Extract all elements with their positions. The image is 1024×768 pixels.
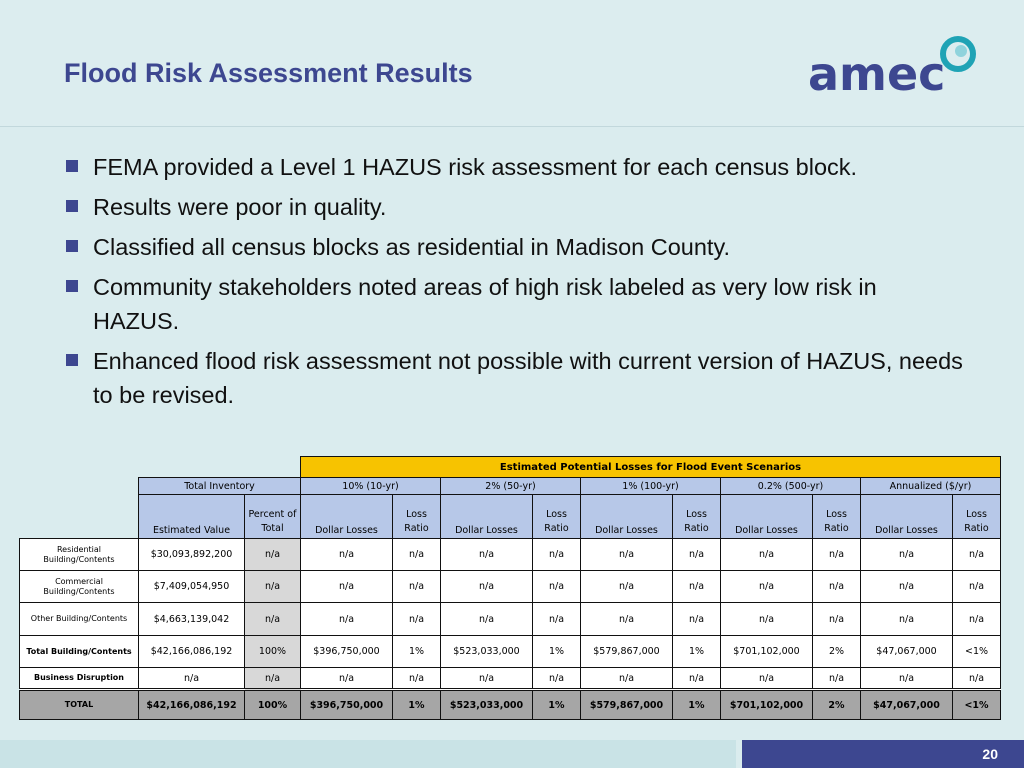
table-cell: $396,750,000 [301, 690, 393, 720]
bullet-item: Enhanced flood risk assessment not possible with current version of HAZUS, needs to be revised. [64, 344, 964, 412]
table-cell: n/a [953, 539, 1001, 571]
table-cell: $523,033,000 [441, 636, 533, 668]
table-cell: n/a [861, 539, 953, 571]
amec-logo [808, 34, 978, 98]
table-cell: n/a [533, 603, 581, 636]
column-header: Loss Ratio [533, 495, 581, 539]
table-cell: n/a [813, 539, 861, 571]
bullet-list [64, 150, 964, 418]
table-cell: $7,409,054,950 [139, 571, 245, 603]
square-bullet-icon [66, 200, 78, 212]
table-cell: n/a [721, 603, 813, 636]
table-cell: n/a [245, 539, 301, 571]
table-cell: n/a [953, 571, 1001, 603]
group-header: Annualized ($/yr) [861, 478, 1001, 495]
table-cell: $42,166,086,192 [139, 636, 245, 668]
table-cell: 1% [673, 690, 721, 720]
group-header: 2% (50-yr) [441, 478, 581, 495]
table-cell: 2% [813, 636, 861, 668]
row-label: Other Building/Contents [20, 603, 139, 636]
table-cell: 1% [533, 636, 581, 668]
row-label: Total Building/Contents [20, 636, 139, 668]
table-cell: n/a [673, 571, 721, 603]
column-header: Loss Ratio [393, 495, 441, 539]
table-cell: n/a [393, 539, 441, 571]
table-cell: n/a [441, 539, 533, 571]
table-cell: 1% [533, 690, 581, 720]
table-cell: n/a [721, 571, 813, 603]
column-header: Loss Ratio [673, 495, 721, 539]
group-header: 0.2% (500-yr) [721, 478, 861, 495]
table-cell: 100% [245, 690, 301, 720]
slide-header [0, 0, 1024, 127]
table-row [20, 539, 1001, 571]
square-bullet-icon [66, 280, 78, 292]
table-cell: 2% [813, 690, 861, 720]
table-cell: n/a [301, 539, 393, 571]
group-header: 1% (100-yr) [581, 478, 721, 495]
row-label: Commercial Building/Contents [20, 571, 139, 603]
table-cell: n/a [813, 571, 861, 603]
table-cell: $42,166,086,192 [139, 690, 245, 720]
table-cell: n/a [139, 668, 245, 690]
flood-loss-table [19, 456, 1001, 720]
table-cell: n/a [673, 539, 721, 571]
table-cell: n/a [953, 603, 1001, 636]
table-cell: n/a [581, 668, 673, 690]
square-bullet-icon [66, 160, 78, 172]
logo-text: amec [808, 47, 946, 98]
table-cell: n/a [393, 571, 441, 603]
table-cell: n/a [673, 668, 721, 690]
table-cell: <1% [953, 690, 1001, 720]
table-row [20, 571, 1001, 603]
table-cell: $4,663,139,042 [139, 603, 245, 636]
table-cell: n/a [861, 603, 953, 636]
table-cell: 1% [393, 690, 441, 720]
table-cell: n/a [861, 668, 953, 690]
table-cell: n/a [301, 603, 393, 636]
table-cell: <1% [953, 636, 1001, 668]
table-cell: $47,067,000 [861, 636, 953, 668]
table-cell: n/a [393, 603, 441, 636]
column-header: Dollar Losses [581, 495, 673, 539]
row-label: Business Disruption [20, 668, 139, 690]
table-cell: n/a [301, 668, 393, 690]
table-cell: n/a [721, 539, 813, 571]
page-number: 20 [982, 746, 998, 762]
table-cell: n/a [245, 571, 301, 603]
table-cell: n/a [533, 571, 581, 603]
table-cell: n/a [813, 668, 861, 690]
row-label: Residential Building/Contents [20, 539, 139, 571]
table-cell: n/a [441, 603, 533, 636]
table-cell: $579,867,000 [581, 636, 673, 668]
group-header: Total Inventory [139, 478, 301, 495]
table-cell: 1% [673, 636, 721, 668]
table-cell: n/a [581, 603, 673, 636]
table-cell: n/a [581, 539, 673, 571]
table-cell: n/a [673, 603, 721, 636]
table-top-header: Estimated Potential Losses for Flood Event Scenarios [301, 457, 1001, 478]
table-cell: n/a [721, 668, 813, 690]
table-cell: n/a [245, 668, 301, 690]
column-header: Percent of Total [245, 495, 301, 539]
table-row [20, 668, 1001, 690]
bullet-item: Community stakeholders noted areas of high risk labeled as very low risk in HAZUS. [64, 270, 964, 338]
page-title: Flood Risk Assessment Results [64, 58, 473, 88]
column-header: Loss Ratio [813, 495, 861, 539]
table-cell: $396,750,000 [301, 636, 393, 668]
table-cell: n/a [301, 571, 393, 603]
table-cell: n/a [441, 571, 533, 603]
column-header: Dollar Losses [441, 495, 533, 539]
footer-bar [0, 740, 736, 768]
table-cell: n/a [533, 668, 581, 690]
bullet-item: Classified all census blocks as residential in Madison County. [64, 230, 964, 264]
table-cell: n/a [245, 603, 301, 636]
table-cell: $523,033,000 [441, 690, 533, 720]
table-cell: n/a [581, 571, 673, 603]
column-header: Loss Ratio [953, 495, 1001, 539]
bullet-item: Results were poor in quality. [64, 190, 964, 224]
table-cell: n/a [533, 539, 581, 571]
table-cell: n/a [861, 571, 953, 603]
table-cell: $701,102,000 [721, 636, 813, 668]
table-cell: n/a [813, 603, 861, 636]
table-cell: 1% [393, 636, 441, 668]
column-header: Dollar Losses [861, 495, 953, 539]
table-row [20, 603, 1001, 636]
bullet-item: FEMA provided a Level 1 HAZUS risk assessment for each census block. [64, 150, 964, 184]
row-label: TOTAL [20, 690, 139, 720]
table-cell: $701,102,000 [721, 690, 813, 720]
table-cell: n/a [953, 668, 1001, 690]
table-cell: $30,093,892,200 [139, 539, 245, 571]
square-bullet-icon [66, 354, 78, 366]
column-header: Dollar Losses [721, 495, 813, 539]
table-cell: $579,867,000 [581, 690, 673, 720]
table-cell: n/a [393, 668, 441, 690]
square-bullet-icon [66, 240, 78, 252]
table-cell: $47,067,000 [861, 690, 953, 720]
table-cell: 100% [245, 636, 301, 668]
table-cell: n/a [441, 668, 533, 690]
column-header: Estimated Value [139, 495, 245, 539]
column-header: Dollar Losses [301, 495, 393, 539]
table-row [20, 636, 1001, 668]
total-row [20, 690, 1001, 720]
group-header: 10% (10-yr) [301, 478, 441, 495]
